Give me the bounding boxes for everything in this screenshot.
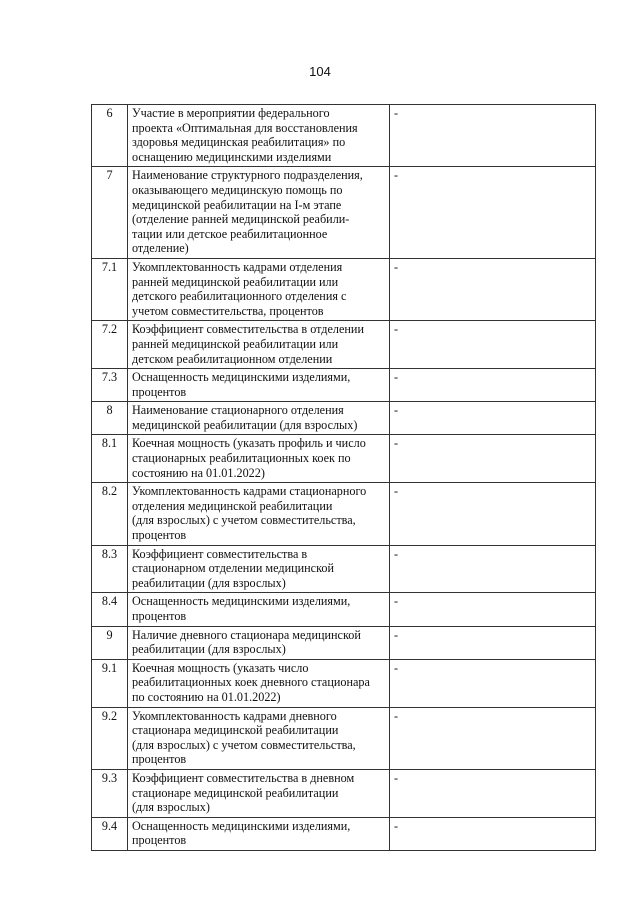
row-description	[128, 402, 390, 435]
row-value: -	[390, 321, 596, 369]
row-value: -	[390, 435, 596, 483]
row-number: 9.3	[92, 769, 128, 817]
row-value: -	[390, 369, 596, 402]
description-line: здоровья медицинская реабилитация» по	[132, 135, 346, 150]
description-line: Участие в мероприятии федерального	[132, 106, 330, 120]
row-description	[128, 105, 390, 167]
description-line: стационаре медицинской реабилитации	[132, 785, 339, 800]
table-row	[92, 593, 596, 626]
table-row	[92, 769, 596, 817]
table-row	[92, 817, 596, 850]
row-number: 8	[92, 402, 128, 435]
description-line: тации или детское реабилитационное	[132, 226, 328, 241]
row-number: 8.3	[92, 545, 128, 593]
page-number: 104	[309, 64, 331, 79]
description-line: (для взрослых)	[132, 800, 210, 815]
row-number: 8.2	[92, 483, 128, 545]
row-value: -	[390, 626, 596, 659]
description-line: Коэффициент совместительства в отделении	[132, 322, 364, 337]
row-number: 7.1	[92, 258, 128, 320]
table-row	[92, 659, 596, 707]
description-line: Укомплектованность кадрами отделения	[132, 259, 343, 274]
description-line: по состоянию на 01.01.2022)	[132, 689, 281, 704]
description-line: детского реабилитационного отделения с	[132, 289, 347, 304]
row-description	[128, 167, 390, 259]
row-description	[128, 258, 390, 320]
description-line: Оснащенность медицинскими изделиями,	[132, 818, 351, 833]
row-description	[128, 435, 390, 483]
description-line: проекта «Оптимальная для восстановления	[132, 120, 358, 135]
description-line: процентов	[132, 609, 187, 623]
description-line: процентов	[132, 528, 187, 543]
row-description	[128, 659, 390, 707]
description-line: (для взрослых) с учетом совместительства,	[132, 513, 356, 528]
description-line: (отделение ранней медицинской реабили-	[132, 212, 350, 227]
description-line: Коечная мощность (указать профиль и число	[132, 436, 366, 451]
description-line: процентов	[132, 384, 187, 399]
row-value: -	[390, 105, 596, 167]
table-row	[92, 167, 596, 259]
row-description	[128, 483, 390, 545]
row-value: -	[390, 545, 596, 593]
row-number: 9.1	[92, 659, 128, 707]
description-line: оказывающего медицинскую помощь по	[132, 182, 343, 197]
row-value: -	[390, 483, 596, 545]
row-number: 8.1	[92, 435, 128, 483]
description-line: Коэффициент совместительства в	[132, 546, 308, 561]
row-description	[128, 626, 390, 659]
description-line: Укомплектованность кадрами стационарного	[132, 484, 367, 499]
description-line: стационарных реабилитационных коек по	[132, 451, 351, 466]
row-number: 9.4	[92, 817, 128, 850]
row-value: -	[390, 707, 596, 769]
description-line: Наименование стационарного отделения	[132, 403, 344, 418]
row-value: -	[390, 769, 596, 817]
row-value: -	[390, 167, 596, 259]
indicators-table	[91, 104, 596, 851]
description-line: Оснащенность медицинскими изделиями,	[132, 594, 351, 609]
description-line: учетом совместительства, процентов	[132, 303, 324, 318]
row-number: 9	[92, 626, 128, 659]
row-value: -	[390, 659, 596, 707]
description-line: медицинской реабилитации на I-м этапе	[132, 197, 342, 212]
description-line: (для взрослых) с учетом совместительства,	[132, 737, 356, 752]
table-row	[92, 483, 596, 545]
description-line: процентов	[132, 752, 187, 767]
description-line: отделение)	[132, 241, 189, 256]
description-line: реабилитационных коек дневного стационара	[132, 675, 370, 690]
row-number: 9.2	[92, 707, 128, 769]
description-line: Коэффициент совместительства в дневном	[132, 770, 355, 785]
row-value: -	[390, 817, 596, 850]
row-description	[128, 369, 390, 402]
description-line: ранней медицинской реабилитации или	[132, 336, 339, 351]
table-row	[92, 321, 596, 369]
row-description	[128, 545, 390, 593]
description-line: оснащению медицинскими изделиями	[132, 149, 332, 164]
description-line: стационарном отделении медицинской	[132, 561, 334, 576]
description-line: Укомплектованность кадрами дневного	[132, 708, 337, 723]
row-value: -	[390, 258, 596, 320]
description-line: детском реабилитационном отделении	[132, 351, 333, 366]
table-row	[92, 707, 596, 769]
row-number: 7.2	[92, 321, 128, 369]
description-line: медицинской реабилитации (для взрослых)	[132, 417, 358, 432]
table-row	[92, 626, 596, 659]
description-line: стационара медицинской реабилитации	[132, 723, 339, 738]
description-line: ранней медицинской реабилитации или	[132, 274, 339, 289]
row-description	[128, 593, 390, 626]
description-line: Коечная мощность (указать число	[132, 660, 309, 675]
row-value: -	[390, 402, 596, 435]
row-number: 7.3	[92, 369, 128, 402]
row-number: 6	[92, 105, 128, 167]
table-body	[92, 105, 596, 851]
row-number: 7	[92, 167, 128, 259]
description-line: процентов	[132, 833, 187, 848]
table-row	[92, 435, 596, 483]
row-description	[128, 769, 390, 817]
table-row	[92, 402, 596, 435]
table-row	[92, 105, 596, 167]
table-row	[92, 258, 596, 320]
description-line: Наименование структурного подразделения,	[132, 168, 363, 183]
description-line: Оснащенность медицинскими изделиями,	[132, 370, 351, 385]
table-row	[92, 545, 596, 593]
row-value: -	[390, 593, 596, 626]
description-line: Наличие дневного стационара медицинской	[132, 627, 361, 642]
description-line: реабилитации (для взрослых)	[132, 575, 286, 590]
description-line: состоянию на 01.01.2022)	[132, 465, 265, 480]
row-description	[128, 817, 390, 850]
row-number: 8.4	[92, 593, 128, 626]
row-description	[128, 321, 390, 369]
row-description	[128, 707, 390, 769]
description-line: реабилитации (для взрослых)	[132, 642, 286, 657]
description-line: отделения медицинской реабилитации	[132, 498, 333, 513]
table-row	[92, 369, 596, 402]
